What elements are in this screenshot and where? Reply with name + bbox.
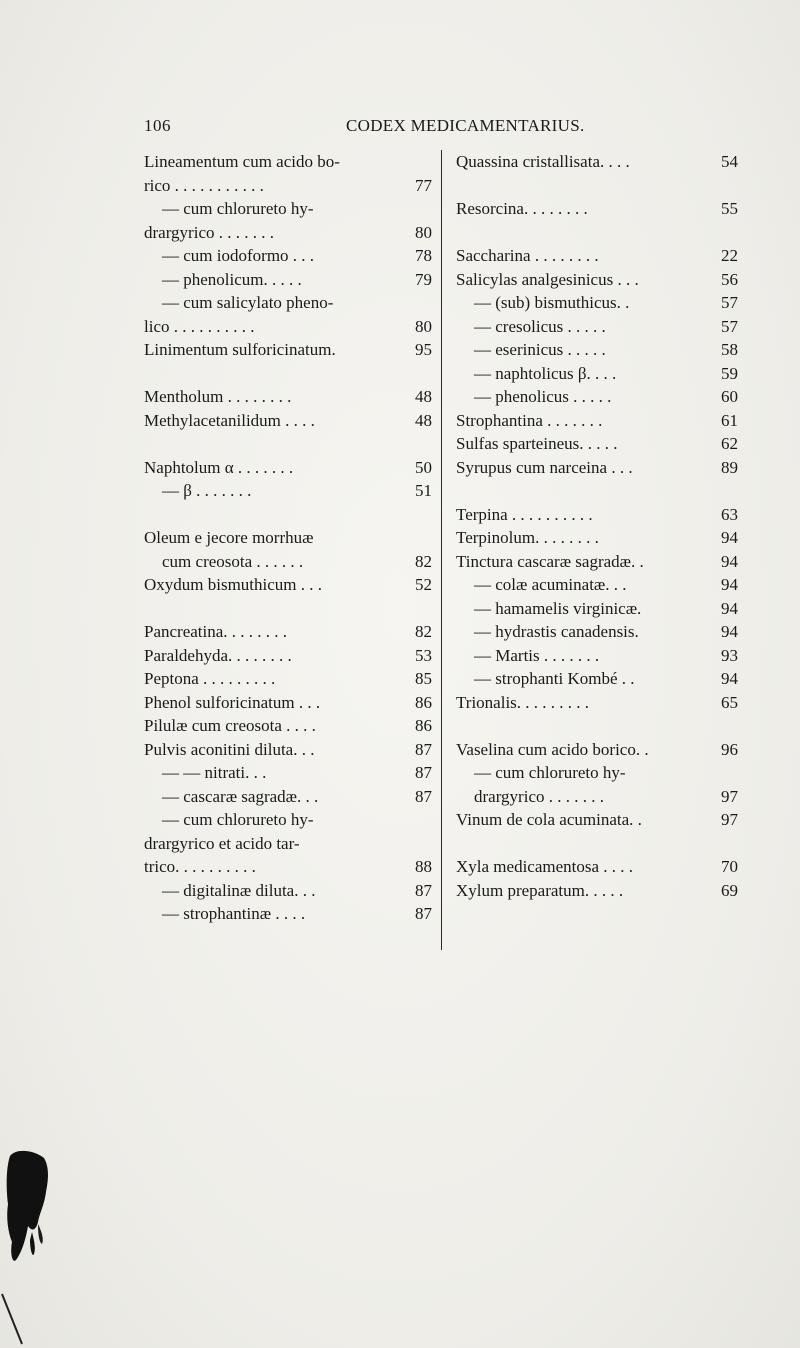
index-entry xyxy=(456,879,738,903)
index-entry xyxy=(456,409,738,433)
entry-page-number: 89 xyxy=(721,457,738,477)
index-entry xyxy=(144,644,432,668)
index-entry xyxy=(144,785,432,809)
running-header xyxy=(144,116,784,140)
entry-text: drargyrico et acido tar- xyxy=(144,833,300,853)
index-entry xyxy=(456,268,738,292)
index-entry xyxy=(144,667,432,691)
entry-page-number: 79 xyxy=(415,269,432,289)
index-entry xyxy=(456,291,738,315)
section-gap xyxy=(456,479,738,503)
index-entry xyxy=(456,315,738,339)
entry-page-number: 57 xyxy=(721,316,738,336)
index-entry xyxy=(144,409,432,433)
index-entry xyxy=(144,808,432,832)
entry-text: — cum chloruretо hy- xyxy=(162,199,314,218)
index-entry xyxy=(144,526,432,550)
entry-page-number: 86 xyxy=(415,692,432,712)
index-entry xyxy=(144,691,432,715)
entry-text: Oleum e jecore morrhuæ xyxy=(144,528,314,547)
entry-page-number: 87 xyxy=(415,904,432,923)
entry-text: — eserinicus . . . . . xyxy=(474,340,606,359)
section-gap xyxy=(456,832,738,856)
entry-text: — (sub) bismuthicus. . xyxy=(474,293,630,312)
index-entry xyxy=(456,432,738,456)
index-column-left xyxy=(144,150,432,926)
index-entry xyxy=(456,855,738,879)
index-entry xyxy=(144,738,432,762)
entry-page-number: 82 xyxy=(415,622,432,641)
entry-text: Tinctura cascaræ sagradæ. . xyxy=(456,551,644,571)
entry-page-number: 87 xyxy=(415,739,432,759)
entry-text: — strophanti Kombé . . xyxy=(474,669,635,688)
entry-text: — hamamelis virginicæ. xyxy=(474,598,642,618)
entry-text: Terpinolum. . . . . . . . xyxy=(456,528,599,547)
entry-text: — cum chlorureto hy- xyxy=(162,810,314,829)
entry-page-number: 94 xyxy=(721,551,738,571)
entry-text: — phenolicum. . . . . xyxy=(162,269,302,289)
entry-page-number: 48 xyxy=(415,387,432,406)
entry-page-number: 52 xyxy=(415,575,432,594)
entry-page-number: 97 xyxy=(721,810,738,829)
entry-page-number: 50 xyxy=(415,457,432,477)
entry-text: cum creosota . . . . . . xyxy=(162,551,304,571)
entry-page-number: 57 xyxy=(721,293,738,312)
entry-page-number: 94 xyxy=(721,669,738,688)
entry-page-number: 65 xyxy=(721,692,738,712)
index-entry xyxy=(456,620,738,644)
index-entry xyxy=(456,150,738,174)
entry-text: Xylum preparatum. . . . . xyxy=(456,880,624,900)
index-entry xyxy=(144,761,432,785)
index-entry xyxy=(456,385,738,409)
entry-text: lico . . . . . . . . . . xyxy=(144,316,255,336)
index-entry xyxy=(456,362,738,386)
running-title: CODEX MEDICAMENTARIUS. xyxy=(346,116,585,135)
entry-text: Sulfas sparteineus. . . . . xyxy=(456,434,618,453)
section-gap xyxy=(144,597,432,621)
index-entry xyxy=(144,456,432,480)
index-entry xyxy=(144,174,432,198)
entry-page-number: 59 xyxy=(721,363,738,383)
entry-page-number: 55 xyxy=(721,199,738,218)
entry-page-number: 97 xyxy=(721,786,738,806)
entry-text: — — nitrati. . . xyxy=(162,763,267,782)
entry-text: Terpina . . . . . . . . . . xyxy=(456,504,593,524)
entry-text: — β . . . . . . . xyxy=(162,481,252,500)
entry-page-number: 85 xyxy=(415,669,432,688)
entry-text: — colæ acuminatæ. . . xyxy=(474,575,627,594)
index-entry xyxy=(144,315,432,339)
index-entry xyxy=(144,291,432,315)
entry-text: — Martis . . . . . . . xyxy=(474,645,600,665)
entry-text: Trionalis. . . . . . . . . xyxy=(456,692,590,712)
entry-page-number: 86 xyxy=(415,716,432,735)
index-entry xyxy=(456,244,738,268)
entry-page-number: 48 xyxy=(415,410,432,430)
index-entry xyxy=(456,197,738,221)
index-entry xyxy=(456,338,738,362)
index-entry xyxy=(144,221,432,245)
entry-text: Linimentum sulforicinatum. xyxy=(144,340,336,359)
index-entry xyxy=(456,691,738,715)
index-entry xyxy=(456,738,738,762)
section-gap xyxy=(456,174,738,198)
entry-page-number: 63 xyxy=(721,504,738,524)
scratch-mark xyxy=(0,1290,40,1348)
index-entry xyxy=(456,785,738,809)
entry-text: Strophantina . . . . . . . xyxy=(456,410,603,430)
entry-text: — cresolicus . . . . . xyxy=(474,316,606,336)
index-entry xyxy=(456,761,738,785)
entry-text: Vaselina cum acido borico. . xyxy=(456,739,649,759)
index-entry xyxy=(144,338,432,362)
entry-page-number: 51 xyxy=(415,481,432,500)
entry-page-number: 53 xyxy=(415,645,432,665)
index-entry xyxy=(144,573,432,597)
section-gap xyxy=(144,432,432,456)
entry-page-number: 56 xyxy=(721,269,738,289)
entry-text: — naphtolicus β. . . . xyxy=(474,363,617,383)
entry-page-number: 62 xyxy=(721,434,738,453)
index-entry xyxy=(144,620,432,644)
entry-text: rico . . . . . . . . . . . xyxy=(144,175,264,195)
index-entry xyxy=(144,714,432,738)
index-entry xyxy=(456,808,738,832)
entry-text: — hydrastis canadensis. xyxy=(474,622,639,641)
entry-page-number: 94 xyxy=(721,528,738,547)
index-entry xyxy=(456,456,738,480)
column-divider xyxy=(441,150,442,950)
entry-text: Phenol sulforicinatum . . . xyxy=(144,692,321,712)
entry-text: Methylacetanilidum . . . . xyxy=(144,410,315,430)
entry-text: Salicylas analgesinicus . . . xyxy=(456,269,639,289)
index-entry xyxy=(144,855,432,879)
entry-text: Paraldehyda. . . . . . . . xyxy=(144,645,292,665)
section-gap xyxy=(456,714,738,738)
entry-text: Resorcina. . . . . . . . xyxy=(456,199,588,218)
index-column-right xyxy=(456,150,738,902)
section-gap xyxy=(144,503,432,527)
entry-page-number: 22 xyxy=(721,246,738,265)
index-entry xyxy=(144,479,432,503)
index-entry xyxy=(144,150,432,174)
entry-text: Lineamentum cum acido bo- xyxy=(144,152,340,171)
index-entry xyxy=(456,503,738,527)
page-number: 106 xyxy=(144,116,171,135)
entry-text: — cum chlorureto hy- xyxy=(474,763,626,782)
entry-page-number: 94 xyxy=(721,598,738,618)
index-entry xyxy=(456,597,738,621)
entry-text: Pancreatina. . . . . . . . xyxy=(144,622,288,641)
index-entry xyxy=(144,197,432,221)
entry-page-number: 78 xyxy=(415,246,432,265)
index-entry xyxy=(144,879,432,903)
entry-text: drargyrico . . . . . . . xyxy=(144,222,274,242)
entry-text: — strophantinæ . . . . xyxy=(162,904,306,923)
entry-page-number: 87 xyxy=(415,786,432,806)
index-entry xyxy=(456,667,738,691)
section-gap xyxy=(144,362,432,386)
entry-page-number: 77 xyxy=(415,175,432,195)
entry-page-number: 94 xyxy=(721,622,738,641)
entry-page-number: 60 xyxy=(721,387,738,406)
entry-page-number: 88 xyxy=(415,857,432,876)
entry-text: — cascaræ sagradæ. . . xyxy=(162,786,319,806)
entry-page-number: 69 xyxy=(721,880,738,900)
entry-text: Saccharina . . . . . . . . xyxy=(456,246,599,265)
entry-page-number: 95 xyxy=(415,340,432,359)
entry-page-number: 82 xyxy=(415,551,432,571)
index-entry xyxy=(144,385,432,409)
entry-page-number: 54 xyxy=(721,152,738,171)
entry-text: Naphtolum α . . . . . . . xyxy=(144,457,294,477)
index-entry xyxy=(144,550,432,574)
entry-page-number: 87 xyxy=(415,763,432,782)
entry-page-number: 96 xyxy=(721,739,738,759)
entry-page-number: 80 xyxy=(415,316,432,336)
index-entry xyxy=(456,644,738,668)
entry-page-number: 70 xyxy=(721,857,738,876)
entry-text: — phenolicus . . . . . xyxy=(474,387,612,406)
entry-text: Pilulæ cum creosota . . . . xyxy=(144,716,316,735)
index-entry xyxy=(456,550,738,574)
entry-text: Pulvis aconitini diluta. . . xyxy=(144,739,315,759)
entry-text: Vinum de cola acuminata. . xyxy=(456,810,642,829)
entry-page-number: 87 xyxy=(415,880,432,900)
section-gap xyxy=(456,221,738,245)
index-entry xyxy=(144,244,432,268)
entry-text: trico. . . . . . . . . . xyxy=(144,857,256,876)
index-entry xyxy=(144,268,432,292)
entry-page-number: 61 xyxy=(721,410,738,430)
entry-page-number: 58 xyxy=(721,340,738,359)
entry-text: Peptona . . . . . . . . . xyxy=(144,669,276,688)
entry-page-number: 93 xyxy=(721,645,738,665)
entry-text: Quassina cristallisata. . . . xyxy=(456,152,630,171)
entry-text: — cum iodoformo . . . xyxy=(162,246,315,265)
index-entry xyxy=(456,526,738,550)
entry-text: — digitalinæ diluta. . . xyxy=(162,880,316,900)
entry-text: Mentholum . . . . . . . . xyxy=(144,387,292,406)
index-entry xyxy=(144,902,432,926)
entry-text: Oxydum bismuthicum . . . xyxy=(144,575,323,594)
entry-page-number: 80 xyxy=(415,222,432,242)
entry-text: drargyrico . . . . . . . xyxy=(474,786,604,806)
entry-text: Xyla medicamentosa . . . . xyxy=(456,857,634,876)
entry-text: — cum salicylato pheno- xyxy=(162,293,334,312)
entry-page-number: 94 xyxy=(721,575,738,594)
index-entry xyxy=(144,832,432,856)
index-entry xyxy=(456,573,738,597)
ink-blot xyxy=(4,1148,50,1268)
entry-text: Syrupus cum narceina . . . xyxy=(456,457,633,477)
